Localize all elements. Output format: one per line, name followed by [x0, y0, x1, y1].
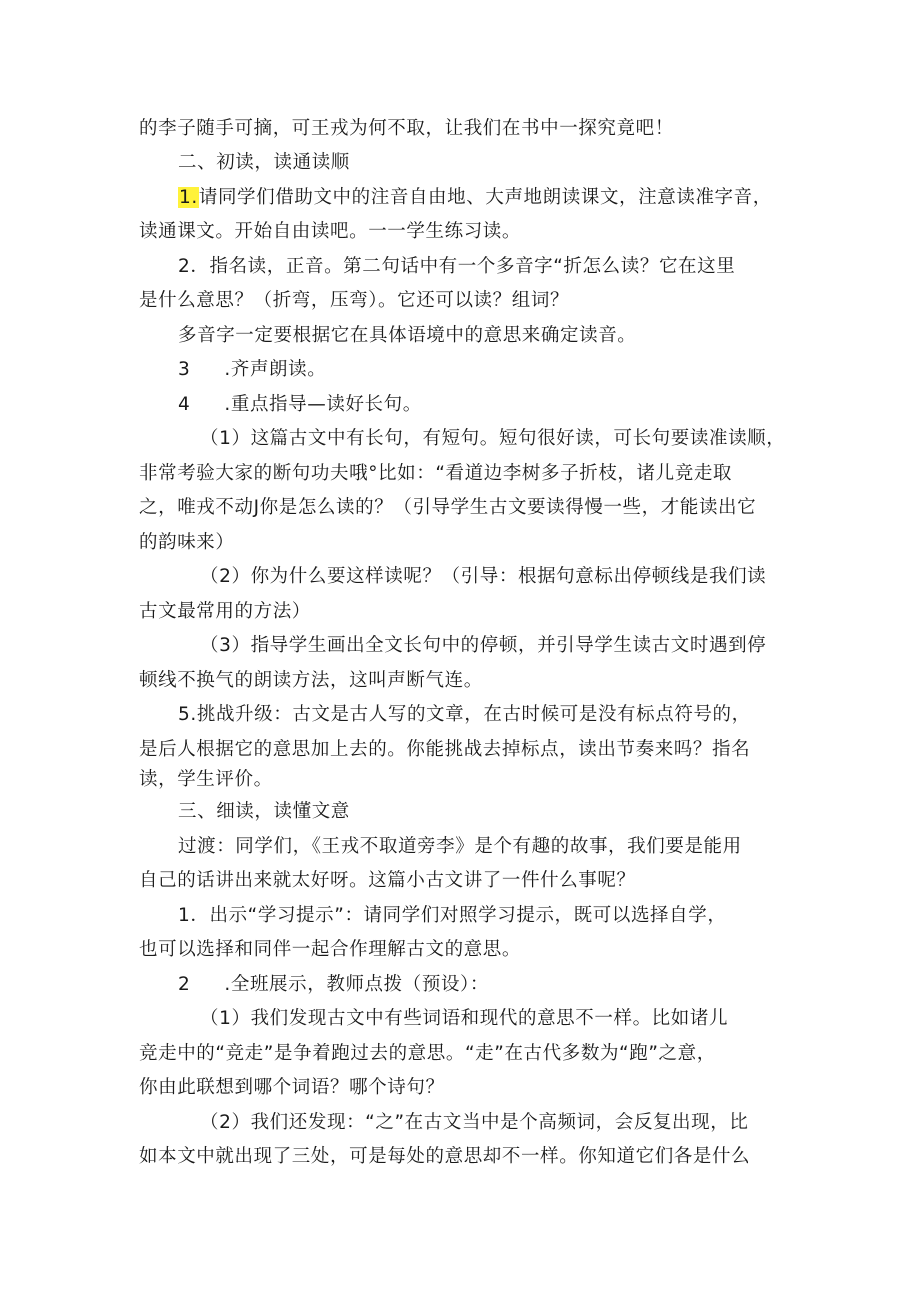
- paragraph-line: 非常考验大家的断句功夫哦°比如：“看道边李树多子折枝，诸儿竞走取: [139, 463, 733, 484]
- paragraph-text: .重点指导—读好长句。: [224, 394, 422, 415]
- paragraph-line: 过渡：同学们，《王戎不取道旁李》是个有趣的故事，我们要是能用: [178, 836, 742, 857]
- paragraph-line: 5.挑战升级：古文是古人写的文章，在古时候可是没有标点符号的，: [178, 704, 751, 725]
- paragraph-text: .全班展示，教师点拨（预设）：: [224, 974, 490, 995]
- highlighted-number: 1.: [179, 187, 198, 208]
- paragraph-line: 是后人根据它的意思加上去的。你能挑战去掉标点，读出节奏来吗？指名: [139, 739, 751, 760]
- paragraph-line: 竞走中的“竞走”是争着跑过去的意思。“走”在古代多数为“跑”之意，: [139, 1043, 716, 1064]
- paragraph-line: 多音字一定要根据它在具体语境中的意思来确定读音。: [178, 325, 637, 346]
- paragraph-line: 读，学生评价。: [139, 769, 273, 790]
- paragraph-line: 如本文中就出现了三处，可是每处的意思却不一样。你知道它们各是什么: [139, 1146, 751, 1167]
- paragraph-line: 的韵味来）: [139, 532, 235, 553]
- paragraph-line: 自己的话讲出来就太好呀。这篇小古文讲了一件什么事呢？: [139, 870, 636, 891]
- paragraph-line: （1）我们发现古文中有些词语和现代的意思不一样。比如诸儿: [200, 1008, 729, 1029]
- paragraph-line: [178, 355, 326, 385]
- list-number: 4: [178, 394, 191, 415]
- list-number: 2: [178, 974, 191, 995]
- paragraph-text: .齐声朗读。: [224, 359, 327, 380]
- paragraph-line: （2）我们还发现：“之”在古文当中是个高频词，会反复出现，比: [200, 1112, 749, 1133]
- list-number: 3: [178, 359, 191, 380]
- paragraph-line: [178, 390, 422, 420]
- paragraph-line: 也可以选择和同伴一起合作理解古文的意思。: [139, 939, 522, 960]
- paragraph-line: 古文最常用的方法）: [139, 601, 311, 622]
- paragraph-line: [178, 183, 772, 213]
- section-heading: 二、初读，读通读顺: [178, 152, 350, 173]
- paragraph-line: 你由此联想到哪个词语？哪个诗句？: [139, 1077, 445, 1098]
- paragraph-line: （1）这篇古文中有长句，有短句。短句很好读，可长句要读准读顺，: [200, 428, 786, 449]
- paragraph-line: [178, 970, 489, 1000]
- paragraph-text: 请同学们借助文中的注音自由地、大声地朗读课文，注意读准字音，: [198, 187, 772, 208]
- paragraph-line: 2．指名读，正音。第二句话中有一个多音字“折怎么读？它在这里: [178, 256, 736, 277]
- paragraph-line: （3）指导学生画出全文长句中的停顿，并引导学生读古文时遇到停: [200, 635, 767, 656]
- paragraph-line: 顿线不换气的朗读方法，这叫声断气连。: [139, 670, 483, 691]
- paragraph-line: 1．出示“学习提示”：请同学们对照学习提示，既可以选择自学，: [178, 905, 727, 926]
- paragraph-line: （2）你为什么要这样读呢？（引导：根据句意标出停顿线是我们读: [200, 566, 767, 587]
- paragraph-line: 是什么意思？（折弯，压弯）。它还可以读？组词？: [139, 290, 570, 311]
- paragraph-line: 之，唯戎不动J你是怎么读的？（引导学生古文要读得慢一些，才能读出它: [139, 497, 757, 518]
- section-heading: 三、细读，读懂文意: [178, 801, 350, 822]
- paragraph-line: 的李子随手可摘，可王戎为何不取，让我们在书中一探究竟吧！: [139, 118, 674, 139]
- paragraph-line: 读通课文。开始自由读吧。一一学生练习读。: [139, 221, 522, 242]
